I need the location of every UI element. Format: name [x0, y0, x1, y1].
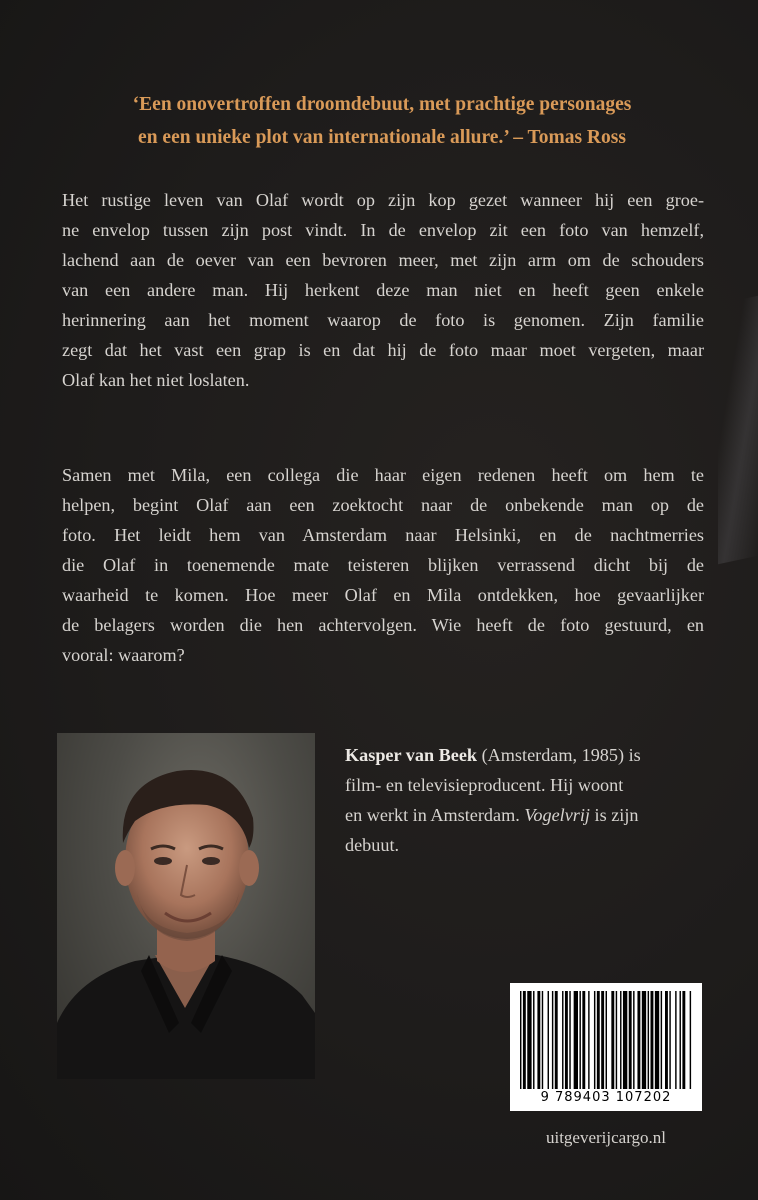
barcode-bar — [597, 991, 600, 1089]
barcode-bar — [648, 991, 649, 1089]
blurb-paragraph-1 — [62, 185, 704, 395]
barcode-bar — [569, 991, 570, 1089]
barcode-bar — [642, 991, 646, 1089]
blurb-line: vooral: waarom? — [62, 645, 185, 665]
author-portrait-illustration — [57, 733, 315, 1079]
author-bio — [345, 740, 675, 860]
barcode-bar — [520, 991, 521, 1089]
bio-line — [345, 800, 675, 830]
barcode-bar — [574, 991, 578, 1089]
barcode-bar — [527, 991, 531, 1089]
barcode-bar — [555, 991, 558, 1089]
barcode-bar — [620, 991, 621, 1089]
barcode-bar — [661, 991, 662, 1089]
bio-text: en werkt in Amsterdam. — [345, 805, 525, 825]
blurb-line: van een andere man. Hij herkent deze man niet en heeft geen enkele — [62, 280, 704, 300]
barcode-bar — [623, 991, 627, 1089]
review-quote — [62, 88, 702, 154]
barcode-bar — [601, 991, 604, 1089]
barcode-bar — [651, 991, 654, 1089]
barcode-bar — [594, 991, 595, 1089]
blurb-line: de belagers worden die hen achtervolgen. Wie heeft de foto gestuurd, en — [62, 615, 704, 635]
barcode-bar — [669, 991, 670, 1089]
barcode-bar — [680, 991, 681, 1089]
background-glint — [718, 296, 758, 565]
barcode-bar — [582, 991, 585, 1089]
barcode-bar — [675, 991, 676, 1089]
bio-text: is zijn — [589, 805, 639, 825]
isbn-number: 9 789403 107202 — [540, 1090, 672, 1105]
barcode-bar — [579, 991, 580, 1089]
book-title: Vogelvrij — [524, 805, 590, 825]
author-photo — [57, 733, 315, 1079]
bio-text: (Amsterdam, 1985) is — [477, 745, 641, 765]
barcode-bar — [588, 991, 589, 1089]
bio-line: debuut. — [345, 835, 400, 855]
barcode-bar — [690, 991, 691, 1089]
blurb-line: zegt dat het vast een grap is en dat hij de foto maar moet vergeten, maar — [62, 340, 704, 360]
barcode-bar — [548, 991, 549, 1089]
blurb-line: herinnering aan het moment waarop de foto is genomen. Zijn familie — [62, 310, 704, 330]
author-name: Kasper van Beek — [345, 745, 478, 765]
blurb-line: die Olaf in toenemende mate teisteren blijken verrassend dicht bij de — [62, 555, 704, 575]
barcode-bar — [562, 991, 563, 1089]
blurb-paragraph-2 — [62, 460, 704, 670]
blurb-line: Het rustige leven van Olaf wordt op zijn kop gezet wanneer hij een groe- — [62, 190, 704, 210]
isbn-barcode — [510, 983, 702, 1111]
barcode-bar — [682, 991, 685, 1089]
barcode-bar — [552, 991, 553, 1089]
quote-line: ‘Een onovertroffen droomdebuut, met prachtige personages — [132, 94, 632, 115]
bio-line: film- en televisieproducent. Hij woont — [345, 775, 624, 795]
quote-line: en een unieke plot van internationale allure.’ – Tomas Ross — [138, 127, 626, 148]
barcode-bar — [637, 991, 640, 1089]
barcode-bar — [606, 991, 607, 1089]
barcode-bar — [611, 991, 614, 1089]
bio-line — [345, 740, 675, 770]
blurb-line: lachend aan de oever van een bevroren meer, met zijn arm om de schouders — [62, 250, 704, 270]
barcode-bar — [537, 991, 540, 1089]
barcode-bar — [633, 991, 634, 1089]
blurb-line: Samen met Mila, een collega die haar eigen redenen heeft om hem te — [62, 465, 704, 485]
publisher-website: uitgeverijcargo.nl — [545, 1128, 667, 1147]
barcode-bar — [542, 991, 543, 1089]
barcode-bar — [523, 991, 526, 1089]
blurb-line: foto. Het leidt hem van Amsterdam naar Helsinki, en de nachtmerries — [62, 525, 704, 545]
barcode-bar — [665, 991, 668, 1089]
blurb-line: waarheid te komen. Hoe meer Olaf en Mila ontdekken, hoe gevaarlijker — [62, 585, 704, 605]
barcode-bar — [565, 991, 568, 1089]
barcode-bar — [616, 991, 617, 1089]
barcode-bar — [629, 991, 632, 1089]
barcode-bar — [533, 991, 534, 1089]
blurb-line: ne envelop tussen zijn post vindt. In de envelop zit een foto van hemzelf, — [62, 220, 704, 240]
barcode-bar — [655, 991, 659, 1089]
blurb-line: Olaf kan het niet loslaten. — [62, 370, 250, 390]
blurb-line: helpen, begint Olaf aan een zoektocht naar de onbekende man op de — [62, 495, 704, 515]
